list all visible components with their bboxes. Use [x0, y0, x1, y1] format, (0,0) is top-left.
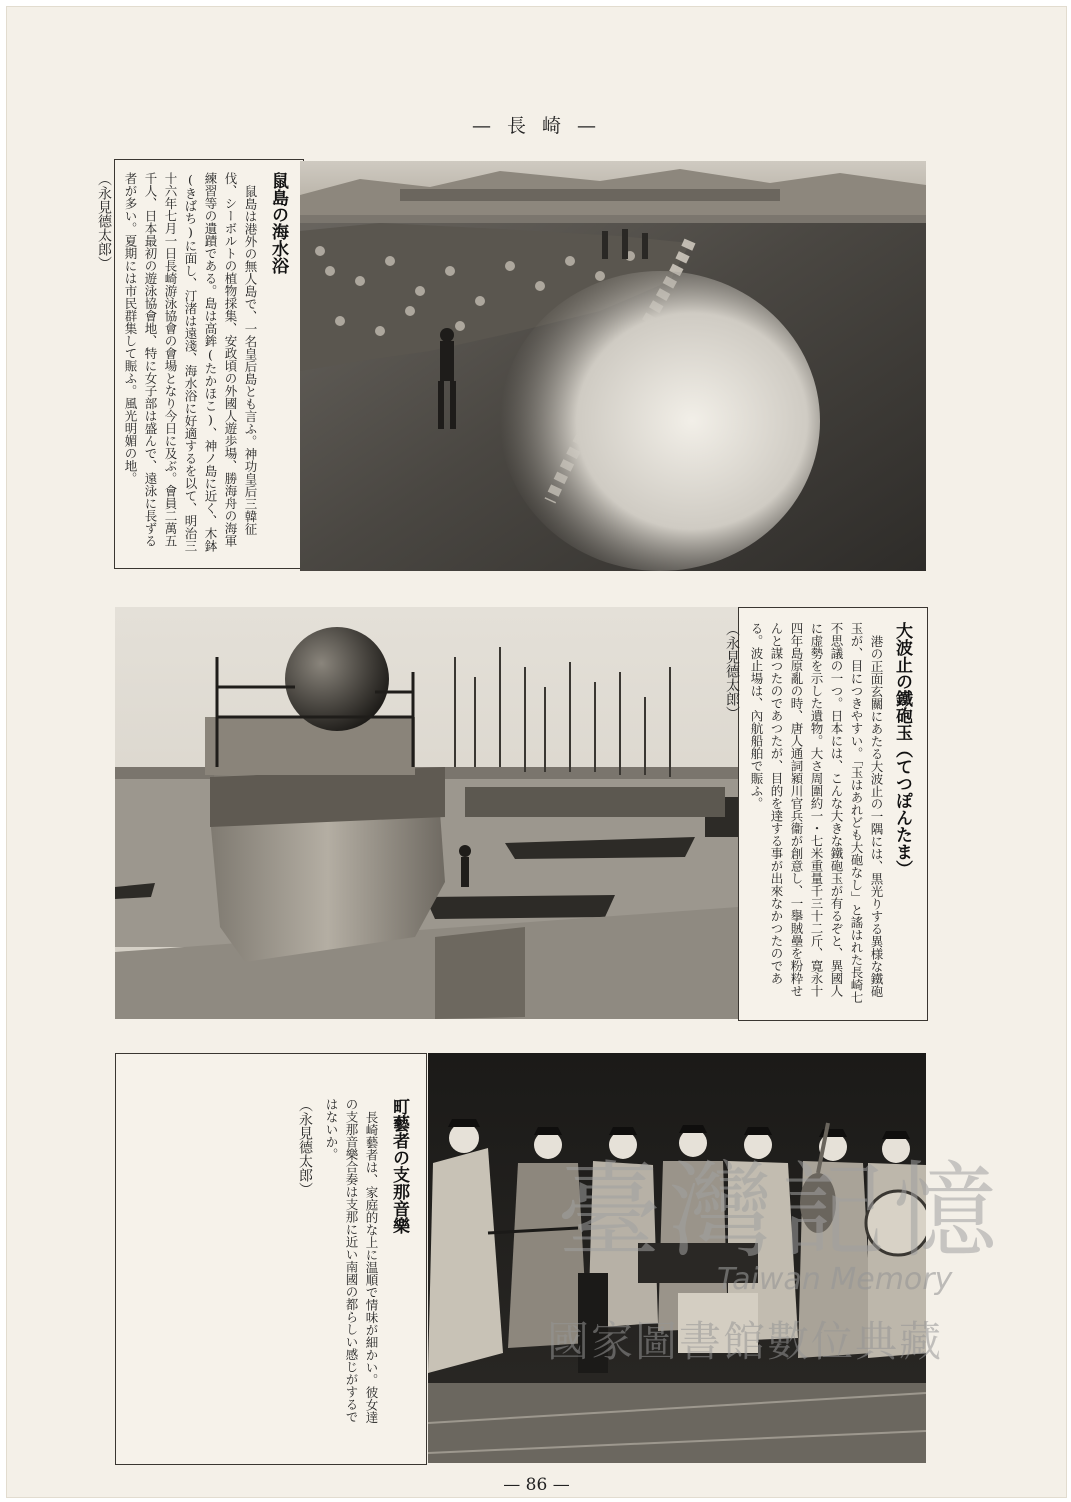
geisha-image — [428, 1053, 926, 1463]
caption-credit: （永見德太郎） — [96, 172, 112, 270]
caption-box-nezumijima — [96, 159, 304, 569]
watermark-latin: Taiwan Memory — [717, 1262, 953, 1297]
photo-sea-bathing — [300, 161, 926, 571]
caption-body: 港の正面玄關にあたる大波止の一隅には、黒光りする異様な鐵砲玉が、目につきやすい。「玉はあれども大砲なし」と謠はれた長崎七不思議の一つ。日本には、こんな大きな鐵砲玉が有るぞと、異國人に虚勢を示した遺物。大さ周圍約一・七米重量千三十二斤、寛永十四年島原亂の時、唐人通詞潁川官兵衞が創意し、一擧賊壘を粉粋せんと謀つたのであつたが、目的を達する事が出來なかつたのである。波止場は、內航船舶で賑ふ。 — [749, 622, 884, 1004]
photo-geisha-music — [428, 1053, 926, 1463]
caption-title: 鼠島の海水浴 — [268, 172, 288, 274]
page-number: — 86 — — [503, 1475, 570, 1495]
caption-credit: （永見德太郎） — [297, 1098, 313, 1196]
caption-body: 長崎藝者は、家庭的な上に温順で情味が細かい。彼女達の支那音樂合奏は支那に近い南國の都らしい感じがするではないか。 — [324, 1098, 379, 1423]
caption-title: 大波止の鐵砲玉（てつぽんたま） — [892, 622, 912, 877]
watermark-chars: 臺灣記憶 — [557, 1150, 1006, 1272]
caption-title: 町藝者の支那音樂 — [389, 1098, 409, 1234]
caption-credit: （永見德太郎） — [724, 622, 740, 720]
photo-iron-cannonball — [115, 607, 738, 1019]
page-header: — 長 崎 — — [471, 115, 602, 137]
caption-body: 鼠島は港外の無人島で、一名皇后島とも言ふ。神功皇后三韓征伐、シーボルトの植物採集、安政頃の外國人遊歩場、勝海舟の海軍練習等の遺蹟である。島は高鉾(たかほこ)、神ノ島に近く、木鉢(きばち)に面し、汀渚は遠淺、海水浴に好適するを以て、明治三十六年七月一日長崎游泳協會の會場となり今日に及ぶ。會員二萬五千人、日本最初の遊泳協會地、特に女子部は盛んで、遠泳に長ずる者が多い。夏期には市民群集して賑ふ。風光明媚の地。 — [123, 172, 258, 552]
cannonball-image — [115, 607, 738, 1019]
caption-box-geisha — [115, 1053, 427, 1465]
caption-box-oohato — [724, 607, 928, 1021]
sea-bathing-image — [300, 161, 926, 571]
watermark-line2: 國家圖書館數位典藏 — [547, 1317, 944, 1366]
page — [6, 6, 1067, 1498]
